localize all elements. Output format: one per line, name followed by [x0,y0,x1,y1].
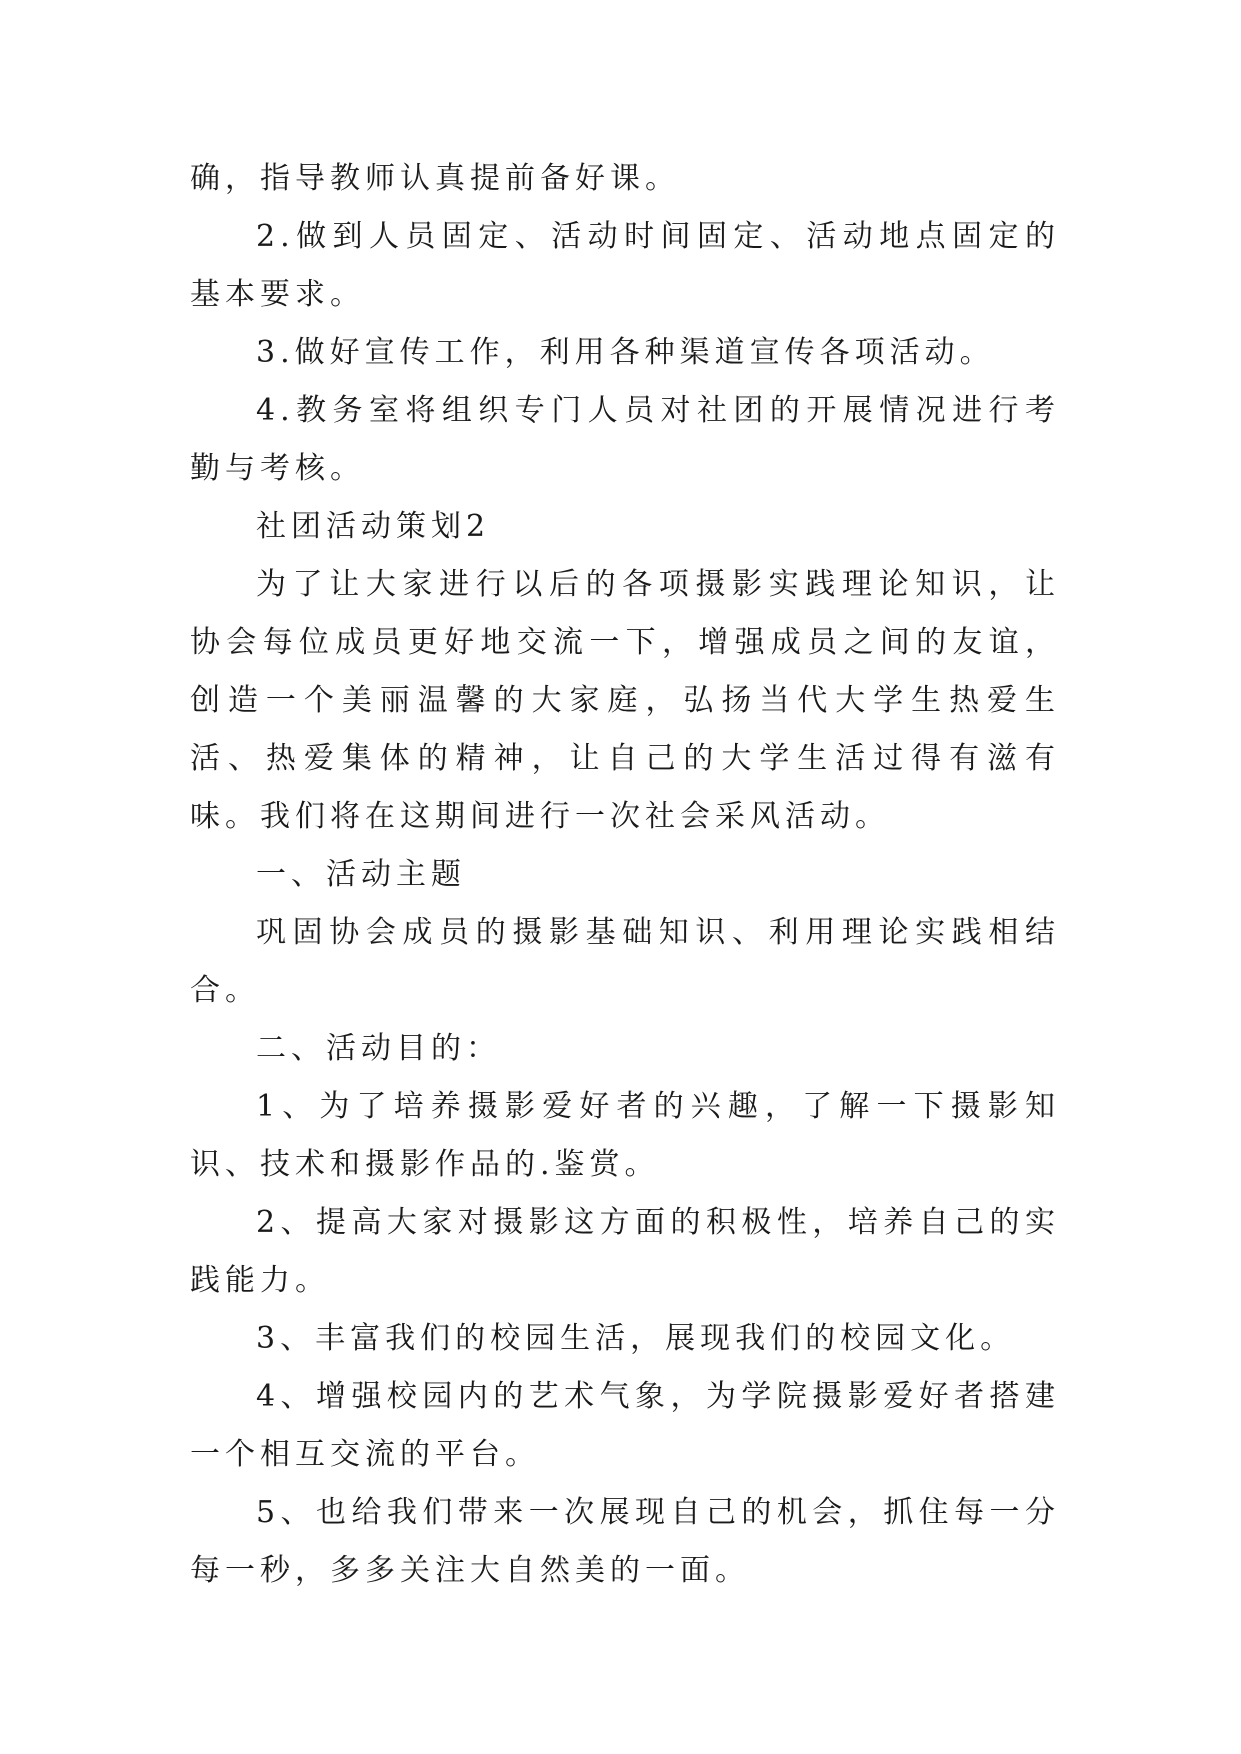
heading-activity-purpose: 二、活动目的： [256,1031,501,1066]
purpose-item-4: 4、增强校园内的艺术气象，为学院摄影爱好者搭建一个相互交流的平台。 [190,1379,1060,1472]
paragraph-theme: 巩固协会成员的摄影基础知识、利用理论实践相结合。 [190,915,1060,1008]
purpose-item-1: 1、为了培养摄影爱好者的兴趣，了解一下摄影知识、技术和摄影作品的.鉴赏。 [190,1089,1060,1182]
heading-activity-theme: 一、活动主题 [256,857,466,892]
purpose-item-5: 5、也给我们带来一次展现自己的机会，抓住每一分每一秒，多多关注大自然美的一面。 [190,1495,1060,1588]
purpose-item-2: 2、提高大家对摄影这方面的积极性，培养自己的实践能力。 [190,1205,1060,1298]
list-item-2: 2.做到人员固定、活动时间固定、活动地点固定的基本要求。 [190,219,1060,312]
list-item-3: 3.做好宣传工作，利用各种渠道宣传各项活动。 [256,335,995,370]
document-body [190,150,1060,1600]
section-heading: 社团活动策划2 [256,509,491,544]
paragraph: 确，指导教师认真提前备好课。 [190,161,680,196]
paragraph-intro: 为了让大家进行以后的各项摄影实践理论知识，让协会每位成员更好地交流一下，增强成员之间的友谊，创造一个美丽温馨的大家庭，弘扬当代大学生热爱生活、热爱集体的精神，让自己的大学生活过得有滋有味。我们将在这期间进行一次社会采风活动。 [190,567,1060,834]
list-item-4: 4.教务室将组织专门人员对社团的开展情况进行考勤与考核。 [190,393,1060,486]
purpose-item-3: 3、丰富我们的校园生活，展现我们的校园文化。 [256,1321,1016,1356]
